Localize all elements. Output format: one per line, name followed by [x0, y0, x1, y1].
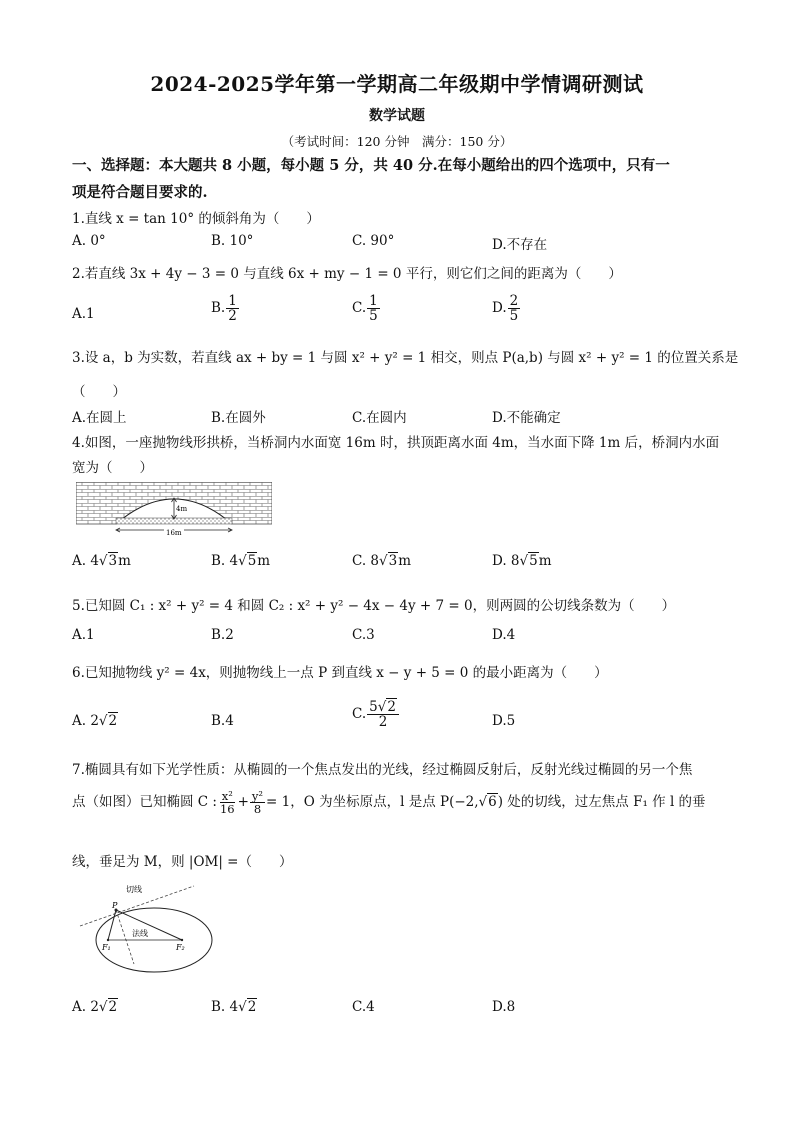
p-label: P: [112, 901, 118, 910]
height-label: 4m: [176, 505, 188, 513]
q3-option-b: B.在圆外: [211, 410, 266, 426]
q7-option-a: A. 2√2: [72, 999, 118, 1015]
q5-option-a: A.1: [72, 627, 95, 643]
q4-option-a: A. 4√3m: [72, 553, 131, 569]
q3-option-a: A.在圆上: [72, 410, 127, 426]
q5-option-c: C.3: [352, 627, 375, 643]
q5-stem: 5.已知圆 C₁ : x² + y² = 4 和圆 C₂ : x² + y² − 4x − 4y + 7 = 0，则两圆的公切线条数为（ ）: [72, 598, 676, 614]
f2-label: F₂: [176, 943, 185, 952]
q1-option-a: A. 0°: [72, 233, 106, 249]
subject-title: 数学试题: [369, 108, 425, 124]
q1-stem: 1.直线 x = tan 10° 的倾斜角为（ ）: [72, 211, 320, 227]
q2-option-c: C. $\frac{1}{5}$: [352, 293, 378, 325]
q1-option-b: B. 10°: [211, 233, 254, 249]
width-label: 16m: [166, 529, 182, 537]
q3-option-d: D.不能确定: [492, 410, 561, 426]
q3-option-c: C.在圆内: [352, 410, 407, 426]
point-f1: [107, 939, 109, 941]
q5-option-b: B.2: [211, 627, 234, 643]
q1-option-d: D.不存在: [492, 237, 548, 253]
q7-stem-line1: 7.椭圆具有如下光学性质：从椭圆的一个焦点发出的光线，经过椭圆反射后，反射光线过椭圆的另一个焦: [72, 762, 693, 778]
section-heading-line1: 一、选择题：本大题共 8 小题，每小题 5 分，共 40 分.在每小题给出的四个选项中，只有一: [72, 157, 670, 174]
q5-option-d: D.4: [492, 627, 516, 643]
q7-option-b: B. 4√2: [211, 999, 257, 1015]
q3-stem-line1: 3.设 a，b 为实数，若直线 ax + by = 1 与圆 x² + y² = 1 相交，则点 P(a,b) 与圆 x² + y² = 1 的位置关系是: [72, 350, 739, 366]
q6-option-d: D.5: [492, 713, 516, 729]
normal-label: 法线: [132, 929, 148, 938]
ellipse-figure: [76, 880, 226, 976]
exam-info: （考试时间：120 分钟 满分：150 分）: [281, 134, 513, 149]
q6-option-a: A. 2√2: [72, 713, 118, 729]
ray-p-f2: [116, 910, 182, 940]
q7-option-d: D.8: [492, 999, 516, 1015]
q7-stem-line3: 线，垂足为 M，则 |OM| =（ ）: [72, 854, 293, 870]
f1-label: F₁: [102, 943, 111, 952]
bridge-figure: [76, 482, 272, 538]
q7-option-c: C.4: [352, 999, 375, 1015]
q4-stem-line2: 宽为（ ）: [72, 460, 153, 476]
q7-stem-line2: 点（如图）已知椭圆 C : $\frac{\text{x²}}{16}$ + $\frac{\text{y²}}{8}$ = 1，O 为坐标原点，l 是点 P(−2,√6) 处的切线，过左焦点 F₁ 作 l 的垂: [72, 789, 706, 817]
q4-stem-line1: 4.如图，一座抛物线形拱桥，当桥洞内水面宽 16m 时，拱顶距离水面 4m，当水面下降 1m 后，桥洞内水面: [72, 435, 720, 451]
q4-option-d: D. 8√5m: [492, 553, 552, 569]
q6-stem: 6.已知抛物线 y² = 4x，则抛物线上一点 P 到直线 x − y + 5 = 0 的最小距离为（ ）: [72, 665, 608, 681]
q1-option-c: C. 90°: [352, 233, 395, 249]
q6-option-c: C. $\frac{5√2}{2}$: [352, 700, 400, 729]
ray-p-f1: [108, 910, 116, 940]
q4-option-b: B. 4√5m: [211, 553, 271, 569]
q3-stem-line2: （ ）: [72, 384, 126, 400]
section-heading-line2: 项是符合题目要求的.: [72, 184, 208, 201]
q2-option-d: D. $\frac{2}{5}$: [492, 293, 519, 325]
q2-stem: 2.若直线 3x + 4y − 3 = 0 与直线 6x + my − 1 = 0 平行，则它们之间的距离为（ ）: [72, 266, 622, 282]
point-f2: [181, 939, 183, 941]
q2-option-b: B. $\frac{1}{2}$: [211, 293, 237, 325]
q6-option-b: B.4: [211, 713, 234, 729]
exam-title: 2024-2025学年第一学期高二年级期中学情调研测试: [150, 72, 644, 96]
tangent-label: 切线: [126, 885, 142, 894]
q2-option-a: A.1: [72, 306, 95, 322]
q4-option-c: C. 8√3m: [352, 553, 412, 569]
